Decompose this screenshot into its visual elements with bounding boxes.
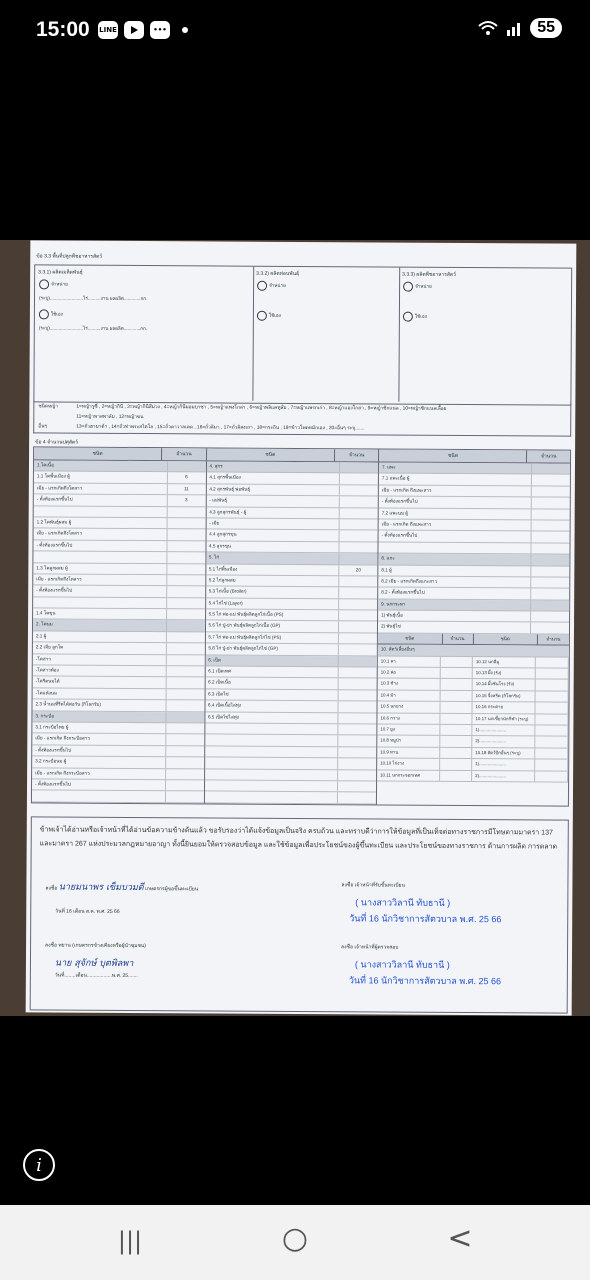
sig4-name: ( นางสาววิลานี ทับธานี ) (354, 959, 450, 970)
row-label: 5.6 ไก่ ปู่-ย่า พันธุ์ผลิตลูกไก่เนื้อ (GP) (208, 622, 281, 629)
row-count (166, 598, 205, 609)
row-label: 1.โคเนื้อ (36, 462, 54, 468)
row-label: - ตั้งท้องแรกขึ้นไป (381, 532, 418, 539)
col3-title: 3.3.3) ผลิตพืชอาหารสัตว์ (402, 271, 456, 278)
row-count (338, 690, 377, 701)
row-count (338, 588, 377, 599)
other-animal-label: 10.9 หาน (377, 747, 440, 758)
other-animal-label: 2)...................... (472, 771, 535, 782)
row-label: 8.1 ผู้ (381, 567, 392, 573)
row-count (338, 610, 377, 621)
row-label: 8.2 - ตั้งท้องแรกขึ้นไป (381, 589, 425, 596)
row-label: 4.2 สุกรพันธุ์ พ่อพันธุ์ (209, 486, 251, 492)
row-count (165, 723, 204, 734)
row-hint: (ระบุ)..........................ไร่..........งาน ผลผลิต.............กก. (38, 325, 148, 332)
seed-column (34, 265, 254, 400)
row-count (337, 701, 376, 712)
row-label (205, 723, 338, 734)
other-animal-label: 10.16 กระต่าย (473, 702, 536, 713)
radio-icon (39, 279, 49, 289)
other-animal-count (536, 691, 569, 702)
row-count (530, 543, 569, 554)
row-count (531, 498, 570, 509)
recent-apps-button[interactable]: ||| (117, 1227, 143, 1255)
row-label: 9. นกกระทา (381, 601, 406, 607)
col2-title: 3.3.2) ผลิตท่อนพันธุ์ (256, 270, 300, 277)
form-header: ข้อ 3.3 พื้นที่ปลูกพืชอาหารสัตว์ (36, 253, 103, 260)
row-count (166, 575, 205, 586)
row-label: เมีย - แรกเกิด ถึงกระบือสาว (35, 769, 90, 776)
table-row (377, 770, 568, 783)
row-count (166, 541, 205, 552)
sig-label: ลงชื่อ (341, 882, 354, 889)
other-animal-count (441, 725, 473, 736)
row-count (530, 566, 569, 577)
row-label (205, 746, 338, 757)
radio-icon (403, 282, 413, 292)
row-label: เมีย - แรกเกิดถึงโตสาว (36, 485, 83, 491)
row-label: - ตั้งท้องแรกขึ้นไป (36, 587, 73, 593)
other-animal-count (536, 668, 569, 679)
sig2-name: ( นางสาววิลานี ทับธานี ) (355, 897, 451, 908)
row-label: 1) พันธุ์เนื้อ (381, 612, 403, 618)
sig3-role: พยาน (เกษตรกรข้างเคียงหรือผู้นำชุมชน) (58, 942, 146, 950)
row-count (337, 747, 376, 758)
opt-sell: จำหน่าย (269, 282, 286, 288)
row-count (531, 475, 570, 486)
sig3-date: วันที่........เดือน..................พ.ศ. 25....... (54, 972, 138, 980)
row-count (166, 586, 205, 597)
row-count (165, 757, 204, 768)
certification-text: ข้าพเจ้าได้อ่านหรือเจ้าหน้าที่ได้อ่านข้อความข้างต้นแล้ว ขอรับรองว่าได้แจ้งข้อมูลเป็นจริง ครบถ้วน และทราบดีว่าการให้ข้อมูลที่เป็นเท็จต่อทางราชการมีโทษตามมาตรา 137 และมาตรา 267 แห่งประมวลกฎหมายอาญา ทั้งนี้ยินยอมให้ตรวจสอบข้อมูล และใช้ข้อมูลเพื่อประโยชน์ของผู้ขึ้นทะเบียน และประโยชน์ของทางราชการ ด้านการผลิต การตลาด (39, 826, 558, 851)
row-count (165, 632, 204, 643)
row-label: 5.3 ไก่เนื้อ (Broiler) (208, 588, 247, 594)
row-label: -โคสาว (35, 656, 51, 662)
other-animal-count (536, 714, 569, 725)
line-icon: LINE (98, 21, 118, 39)
feed-section (33, 264, 572, 405)
sec10-label: 10. สัตว์เลี้ยงอื่นๆ (380, 646, 415, 652)
row-count (531, 463, 570, 474)
sig2-block (341, 881, 405, 889)
types-line2: 11=หญ้าพาสพาลัม , 12=หญ้าขน (76, 414, 144, 421)
other-animal-count (440, 759, 472, 770)
row-count (530, 555, 569, 566)
row-count (337, 713, 376, 724)
row-label: 4.4 ลูกสุกรขุน (209, 531, 237, 537)
row-count (338, 679, 377, 690)
row-label: เมีย - แรกเกิด ถึงแพะสาว (381, 521, 432, 527)
row-label: - ตั้งท้องแรกขึ้นไป (36, 542, 73, 548)
sig4-block (341, 943, 398, 951)
other-animal-count (440, 748, 472, 759)
row-label: 2. โคนม (36, 621, 53, 627)
other-animal-label: 10.13 ผึ้ง (รัง) (473, 668, 536, 679)
row-count (530, 611, 569, 622)
row-count (338, 553, 377, 564)
types-line1: 1=หญ้ารูซี่ , 2=หญ้ากินี , 3=หญ้ากินีสีม่วง , 4=หญ้ากินีมอมบาซา , 5=หญ้าแพงโกล่า , 6=หญ้าพลิแคทูลั่ม , 7=หญ้าแพรกเก่า , 8=หญ้าแองโกล่า , 9=หญ้าซิกแนล , 10=หญ้าซิกแนลเลื้อย (76, 404, 447, 412)
row-count (337, 736, 376, 747)
row-label: -โคแห้งนม (35, 690, 58, 696)
other-animal-count (441, 668, 473, 679)
other-animal-count (536, 725, 569, 736)
certification-box (30, 816, 569, 1013)
row-label: 7.2 แพะนม ผู้ (381, 510, 408, 516)
sig4-date: วันที่ 16 นักวิชาการสัตวบาล พ.ศ. 25 66 (348, 975, 502, 987)
sig1-block (45, 879, 198, 894)
other-animal-label: 10.1 ลา (378, 656, 441, 667)
other-animal-count (440, 770, 472, 781)
row-label: 6.1 เป็ดเทศ (208, 668, 231, 674)
sub-head-type: ชนิด (378, 633, 443, 644)
row-label: 7. แพะ (381, 464, 396, 470)
pig-poultry-column (204, 461, 379, 804)
more-notifications-icon (182, 27, 188, 33)
row-count (337, 758, 376, 769)
battery-indicator: 55 (530, 18, 562, 38)
row-label: -โครีดนมได้ (35, 678, 60, 684)
row-label: - เมีย (209, 520, 220, 526)
other-animal-count (536, 737, 569, 748)
livestock-table (31, 446, 571, 806)
sig1-name: นายมนาพร เข็มบวมดี (58, 882, 144, 894)
row-label: 5.2 ไก่ลูกผสม (208, 577, 236, 583)
grass-types (33, 400, 571, 436)
row-label: 5.7 ไก่ พ่อ-แม่ พันธุ์ผลิตลูกไก่ไข่ (PS) (208, 634, 282, 640)
row-count (339, 508, 378, 519)
other-animal-label: 1)...................... (472, 725, 535, 736)
status-bar (0, 0, 590, 60)
head-type: ชนิด (207, 448, 335, 461)
row-count (338, 667, 377, 678)
sig1-role: เกษตรกรผู้ขอขึ้นทะเบียน (145, 886, 199, 893)
opt-sell: จำหน่าย (415, 283, 432, 289)
row-count (338, 633, 377, 644)
row-count (166, 552, 205, 563)
row-count (165, 712, 204, 723)
others-line: 13=ถั่วฮามาต้า , 14=ถั่วท่าพระสไตโล , 15=ถั่วคาวาลเคด , 16=ถั่วลิมา , 17=ถั่วลิสงเถา , 18=กระถิน , 19=ข้าวโพดหมักเอง , 20=อื่นๆ ระบุ....... (76, 424, 365, 432)
sub-head-type: ชนิด (473, 634, 538, 645)
row-label (205, 769, 338, 780)
section4-title: ข้อ 4 จำนวนปศุสัตว์ (35, 439, 78, 446)
row-count (339, 462, 378, 473)
radio-icon (257, 311, 267, 321)
opt-sell: จำหน่าย (51, 281, 68, 287)
wifi-icon (478, 20, 498, 36)
row-count: 6 (166, 473, 205, 484)
row-label: 5. ไก่ (208, 554, 220, 560)
cutting-column (252, 267, 400, 402)
forage-column (398, 268, 570, 403)
row-count (531, 520, 570, 531)
other-animal-label: 10.10 ไก่งวง (377, 759, 440, 770)
other-animal-label: 10.4 ม้า (378, 690, 441, 701)
head-type: ชนิด (379, 449, 527, 462)
row-label: 6.4 เป็ดเนื้อไล่ทุ่ง (208, 702, 242, 708)
document-photo[interactable] (0, 240, 590, 1016)
other-animal-count (441, 713, 473, 724)
row-label: 7.1 แพะเนื้อ ผู้ (381, 475, 410, 482)
radio-icon (39, 309, 49, 319)
home-button[interactable]: ○ (281, 1221, 309, 1256)
row-label: 2.3 น้ำนมที่รีดได้ต่อวัน (กิโลกรัม) (35, 701, 102, 707)
row-label: 8.2 เมีย - แรกเกิดถึงแกะสาว (381, 578, 438, 584)
row-label: 4.3 ลูกสุกรพันธุ์ - ผู้ (209, 508, 247, 515)
row-count (166, 461, 205, 472)
row-label: 4.1 สุกรพื้นเมือง (209, 474, 241, 481)
table-row (32, 791, 204, 803)
sig2-role: เจ้าหน้าที่รับขึ้นทะเบียน (354, 882, 405, 889)
sub-head-count: จำนวน (546, 636, 561, 642)
row-count (165, 700, 204, 711)
other-animal-label: 2)...................... (472, 736, 535, 747)
other-animal-label: 1)...................... (472, 759, 535, 770)
other-animal-label: 10.12 นกอีมู (473, 657, 536, 668)
radio-icon (403, 312, 413, 322)
row-count (530, 577, 569, 588)
head-count: จำนวน (162, 448, 207, 460)
sig3-block (45, 941, 146, 950)
row-label (33, 597, 166, 608)
row-count (339, 519, 378, 530)
sig-label: ลงชื่อ (45, 942, 57, 949)
row-label: 5.5 ไก่ พ่อ-แม่ พันธุ์ผลิตลูกไก่เนื้อ (PS) (208, 611, 284, 617)
other-animal-label: 10.6 กวาง (377, 713, 440, 724)
row-count (338, 576, 377, 587)
row-label: 6.2 เป็ดเนื้อ (208, 679, 231, 685)
row-label: 6. เป็ด (208, 657, 221, 663)
row-count (166, 564, 205, 575)
opt-use: ใช้เอง (268, 312, 281, 318)
row-count (530, 623, 569, 634)
row-count (165, 769, 204, 780)
other-animal-count (536, 748, 569, 759)
sub-head-count: จำนวน (443, 634, 474, 645)
sig-label: ลงชื่อ (45, 885, 58, 892)
row-label: 1.2 โคพันธุ์ผสม ผู้ (36, 519, 72, 525)
other-animal-label: 10.14 ผึ้งชันโรง (รัง) (473, 679, 536, 690)
row-label: - ตั้งท้องแรกขึ้นไป (35, 781, 71, 787)
row-label (205, 758, 338, 769)
status-right (478, 18, 562, 38)
row-label: 1.1 โคพื้นเมือง ผู้ (36, 473, 70, 479)
other-animal-count (536, 703, 569, 714)
row-label (32, 791, 165, 802)
back-button[interactable]: < (447, 1221, 473, 1256)
sig2-date: วันที่ 16 นักวิชาการสัตวบาล พ.ศ. 25 66 (349, 913, 502, 925)
youtube-icon (124, 21, 144, 39)
other-animal-label: 10.2 ล่อ (378, 668, 441, 679)
row-count (337, 724, 376, 735)
sig3-name: นาย สุจักษ์ บุตพิลพา (54, 958, 134, 969)
row-count (166, 530, 205, 541)
paper-form (26, 240, 577, 1015)
other-animal-count (441, 736, 473, 747)
row-count (339, 485, 378, 496)
radio-icon (257, 281, 267, 291)
row-label: 6.3 เป็ดไข่ (208, 691, 229, 697)
row-label (34, 506, 167, 517)
other-animal-count (536, 657, 569, 668)
sig1-date: วันที่ 16 เดือน ส.ค. พ.ศ. 25 66 (55, 908, 120, 915)
row-count (165, 689, 204, 700)
row-count (530, 600, 569, 611)
head-type: ชนิด (34, 447, 162, 460)
row-label: เมีย - แรกเกิดถึงโตสาว (36, 576, 82, 582)
opt-use: ใช้เอง (50, 311, 63, 317)
signal-icon (506, 20, 522, 36)
row-label: 3.2 กระบือนม ผู้ (35, 758, 67, 764)
table-body (32, 460, 570, 805)
other-animal-count (441, 691, 473, 702)
row-count (337, 770, 376, 781)
row-count (165, 666, 204, 677)
row-count (339, 496, 378, 507)
row-count (338, 542, 377, 553)
row-count (165, 678, 204, 689)
row-label: - แม่พันธุ์ (209, 497, 228, 503)
row-count (165, 746, 204, 757)
row-count (338, 656, 377, 667)
navigation-bar (0, 1205, 590, 1280)
row-label: 3. กระบือ (35, 712, 54, 719)
row-label: 5.4 ไก่ไข่ (Layer) (208, 600, 243, 606)
row-label: 1.3 โคลูกผสม ผู้ (36, 564, 68, 571)
row-label: เมีย - แรกเกิด ถึงกระบือสาว (35, 735, 90, 742)
row-label: - ตั้งท้องแรกขึ้นไป (381, 498, 418, 504)
other-animal-count (441, 702, 473, 713)
clock: 15:00 (36, 18, 90, 41)
row-count (530, 589, 569, 600)
row-hint: (ระบุ)..........................ไร่..........งาน ผลผลิต.............กก. (38, 295, 148, 302)
row-label (204, 792, 337, 803)
row-label: 2) พันธุ์ไข่ (380, 623, 401, 630)
head-count: จำนวน (335, 449, 380, 461)
row-label (205, 780, 338, 791)
other-animal-label: 10.7 ยูง (377, 724, 440, 735)
row-count (338, 622, 377, 633)
row-label: เมีย - แรกเกิด ถึงแพะสาว (381, 487, 432, 493)
row-count (165, 780, 204, 791)
other-animal-count (535, 771, 568, 782)
row-count: 11 (166, 484, 205, 495)
row-count (165, 655, 204, 666)
row-count: 20 (338, 565, 377, 576)
row-count (531, 509, 570, 520)
row-count (164, 791, 203, 802)
row-count (337, 793, 376, 804)
row-label: 5.1 ไก่พื้นเมือง (208, 565, 238, 572)
head-count: จำนวน (541, 453, 557, 460)
row-count (166, 518, 205, 529)
others-label: อื่นๆ (38, 424, 47, 430)
row-count (165, 621, 204, 632)
other-animal-label: 10.17 นกเขี้ยวนักกีฬา (ระบุ) (472, 714, 535, 725)
row-label: 4.5 สุกรขุน (208, 543, 232, 549)
row-label: -โคสาวท้อง (35, 667, 59, 673)
row-label: 8. แกะ (381, 555, 395, 561)
other-animal-label: 10.8 หมูป่า (377, 736, 440, 747)
row-count (339, 531, 378, 542)
types-label: ชนิดหญ้า (38, 404, 58, 410)
table-row (204, 792, 376, 804)
other-animal-count (441, 679, 473, 690)
col1-title: 3.3.1) ผลิตเมล็ดพันธุ์ (38, 269, 83, 276)
row-label (205, 735, 338, 746)
row-count (531, 532, 570, 543)
other-animal-label: 10.3 ช้าง (378, 679, 441, 690)
row-label: - ตั้งท้องแรกขึ้นไป (36, 496, 73, 502)
row-count (531, 486, 570, 497)
row-label: เมีย - แรกเกิดถึงโตสาว (36, 530, 82, 537)
row-label (33, 551, 166, 562)
row-label: 6.5 เป็ดไข่ไล่ทุ่ง (207, 714, 239, 720)
row-label: 3.1 กระบือไทย ผู้ (35, 724, 69, 730)
sig-label: ลงชื่อ (341, 944, 353, 951)
row-count (166, 609, 205, 620)
opt-use: ใช้เอง (414, 313, 427, 319)
row-label: 4. สุกร (209, 463, 223, 469)
row-count (338, 599, 377, 610)
row-label: 2.2 เมีย ลูกโค (35, 644, 64, 650)
chat-icon: ••• (150, 21, 170, 39)
other-animal-count (535, 760, 568, 771)
row-count (339, 474, 378, 485)
row-count: 3 (166, 495, 205, 506)
other-animal-count (441, 656, 473, 667)
goat-other-column (377, 462, 570, 805)
row-label: 1.4 โคขุน (36, 610, 56, 616)
row-count (337, 781, 376, 792)
sig4-role: เจ้าหน้าที่ผู้ตรวจสอบ (354, 944, 399, 951)
row-count (338, 644, 377, 655)
other-animal-label: 10.11 นกกระจอกเทศ (377, 770, 440, 781)
other-animal-label: 10.15 จิ้งหรีด (กิโลกรัม) (473, 691, 536, 702)
row-count (166, 507, 205, 518)
other-animal-label: 10.18 สัตว์ปีกอื่นๆ (ระบุ) (472, 748, 535, 759)
row-label: - ตั้งท้องแรกขึ้นไป (35, 747, 72, 753)
row-label: 2.1 ผู้ (35, 633, 47, 639)
cattle-column (32, 460, 207, 803)
info-button[interactable]: i (23, 1149, 55, 1181)
notification-icons (98, 21, 188, 39)
row-count (165, 735, 204, 746)
other-animal-count (536, 680, 569, 691)
row-label: 5.8 ไก่ ปู่-ย่า พันธุ์ผลิตลูกไก่ไข่ (GP) (208, 645, 278, 652)
row-count (165, 643, 204, 654)
row-label (378, 542, 530, 553)
other-animal-label: 10.5 นกยาง (377, 702, 440, 713)
